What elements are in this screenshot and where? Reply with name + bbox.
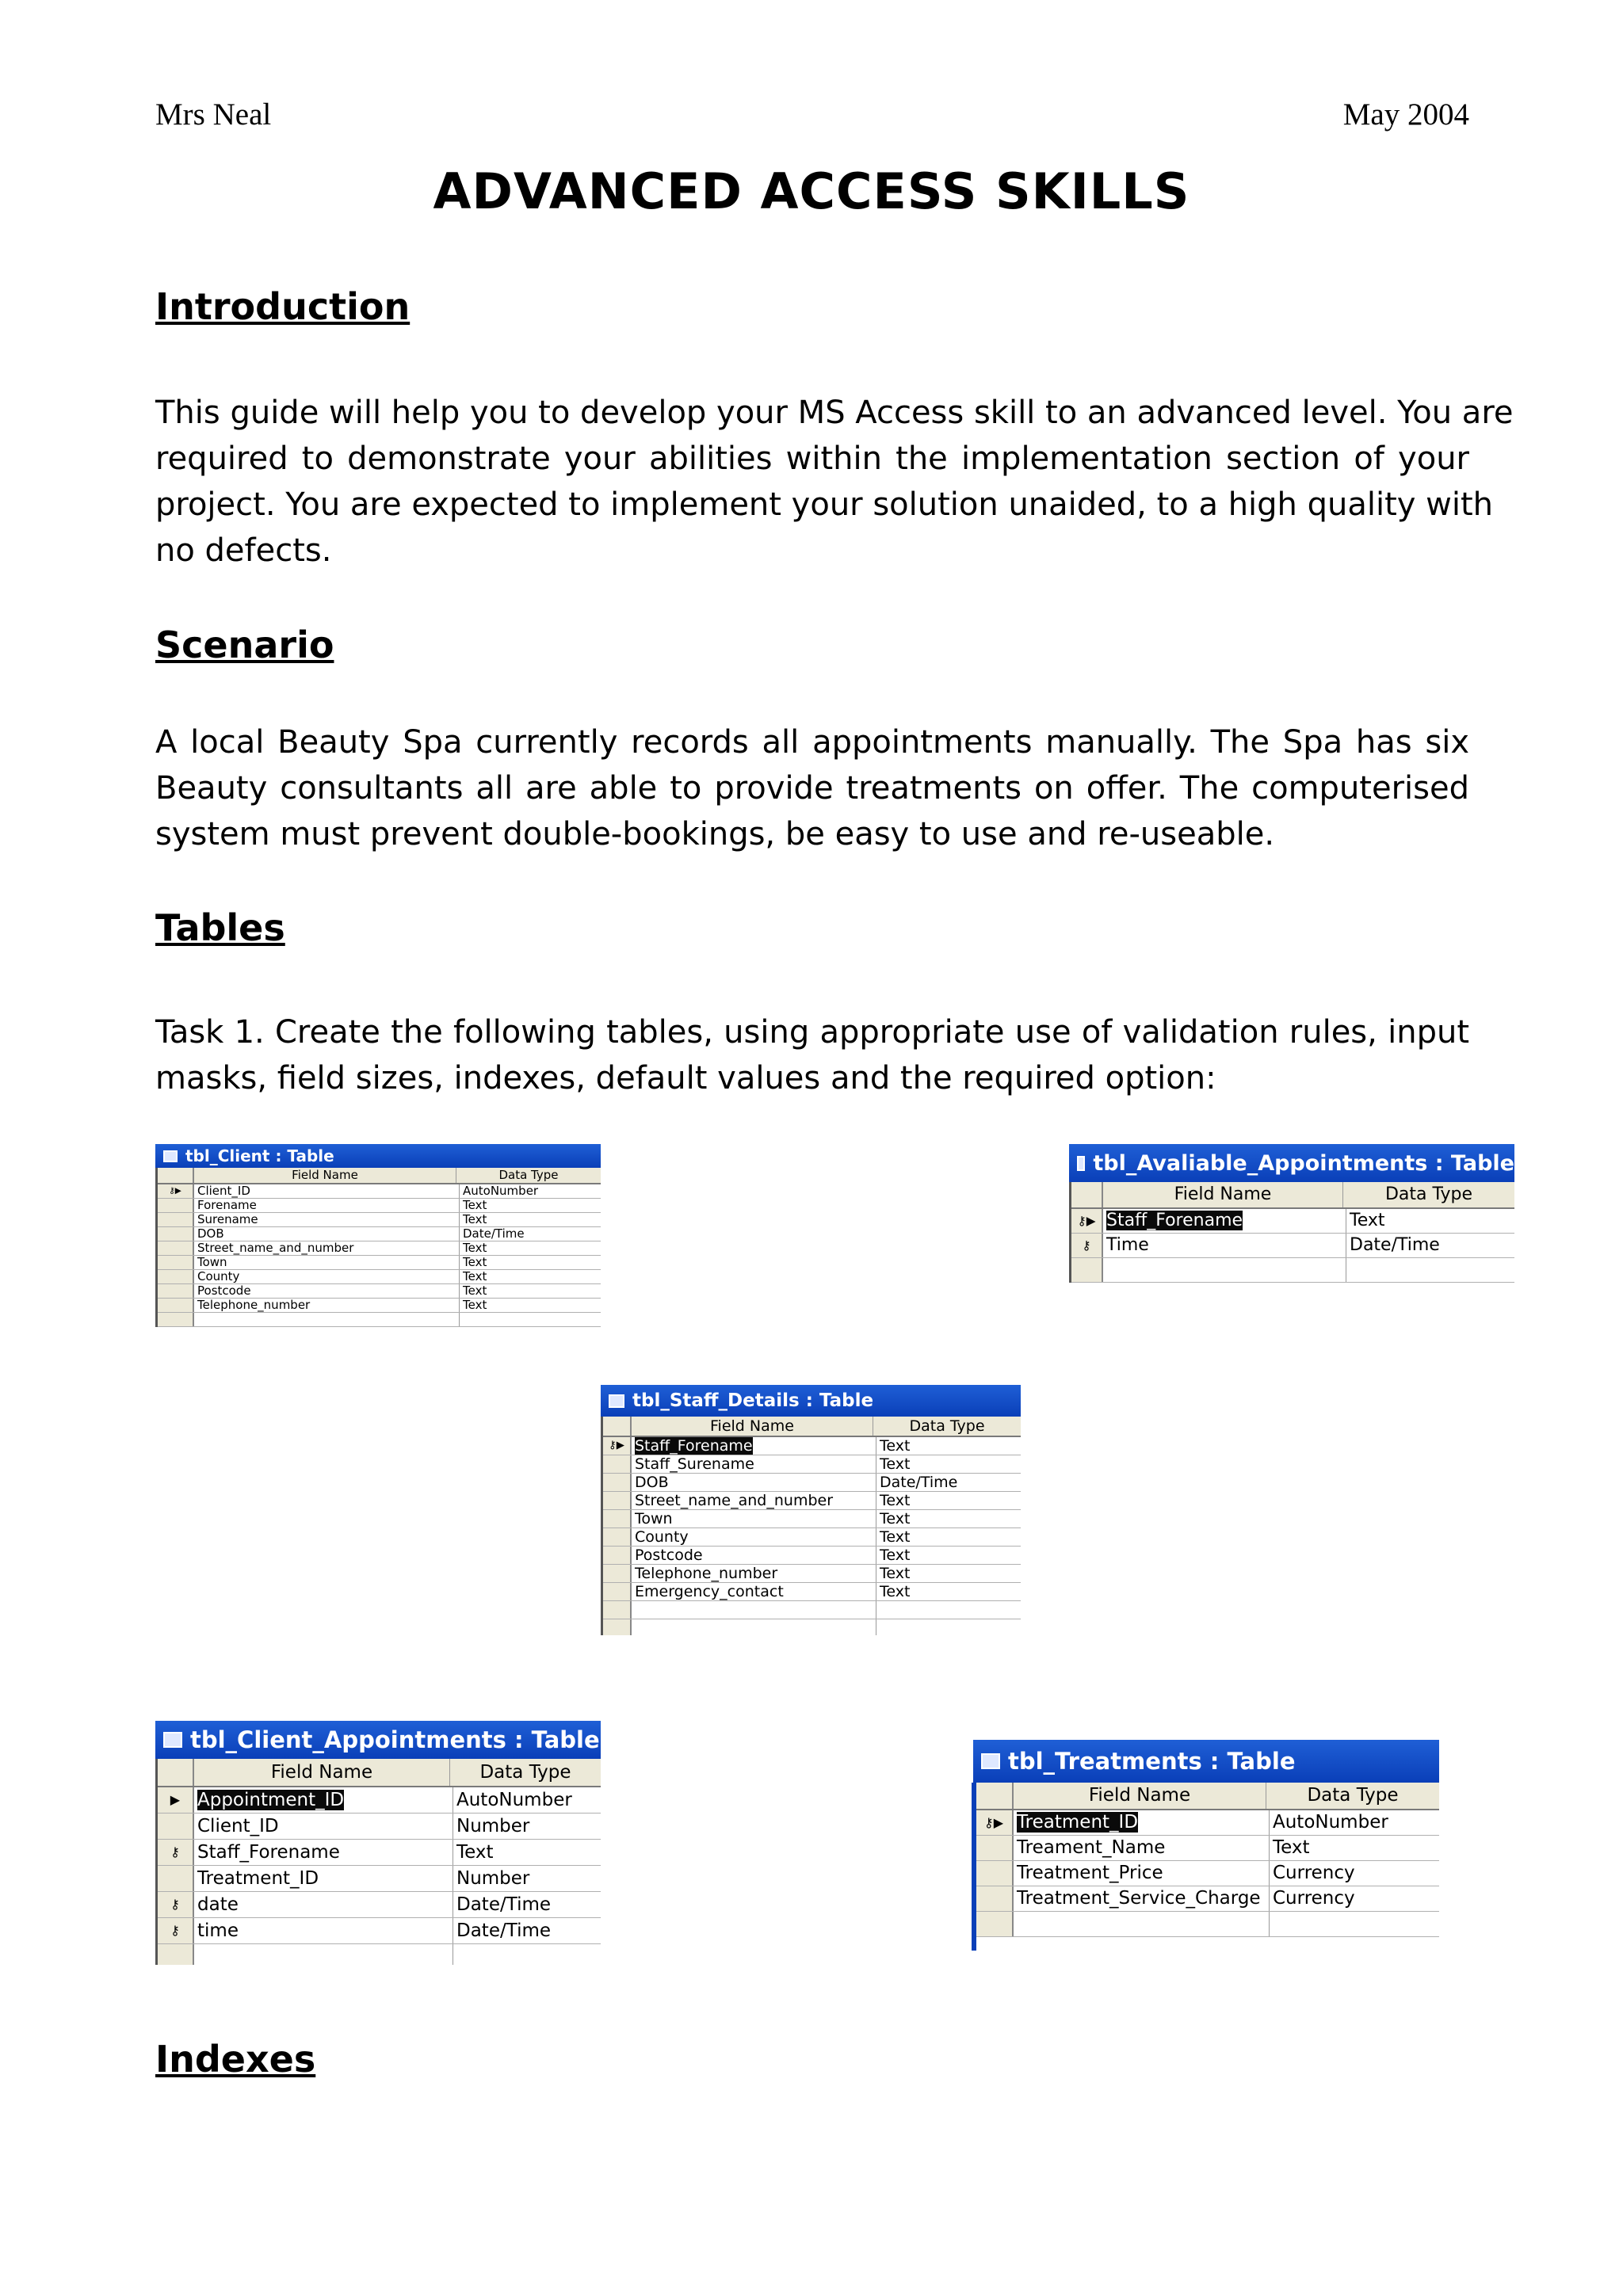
data-type-cell[interactable]: Text [1350, 1211, 1385, 1230]
row-selector [976, 1861, 1014, 1886]
field-row[interactable] [603, 1474, 1021, 1492]
field-name-text: DOB [635, 1474, 669, 1491]
field-name-text: Staff_Forename [1106, 1211, 1243, 1230]
data-type-cell[interactable] [460, 1313, 601, 1326]
title-bar [155, 1721, 601, 1759]
field-row[interactable] [976, 1836, 1439, 1861]
empty-row[interactable] [976, 1912, 1439, 1937]
window-title: tbl_Treatments : Table [1008, 1748, 1296, 1775]
column-header-data-type: Data Type [479, 1762, 571, 1783]
data-type-cell[interactable] [1346, 1258, 1514, 1282]
field-name-cell[interactable] [194, 1840, 453, 1865]
intro-line: required to demonstrate your abilities within the implementation section of your [155, 441, 1469, 477]
data-type-cell[interactable]: Text [880, 1492, 911, 1509]
row-selector [1071, 1182, 1103, 1207]
field-name-text: County [197, 1270, 240, 1283]
row-selector [603, 1510, 632, 1527]
field-name-text: Treament_Name [1017, 1837, 1166, 1858]
primary-key-icon: ⚷ [158, 1918, 194, 1943]
data-type-cell[interactable]: Text [463, 1270, 487, 1283]
row-selector [158, 1213, 194, 1226]
data-type-cell[interactable]: Text [880, 1437, 911, 1455]
field-name-text: Treatment_ID [1017, 1812, 1139, 1833]
field-name-text: Staff_Surename [635, 1455, 754, 1473]
window-edge-decoration [972, 1783, 976, 1951]
field-name-text: Town [635, 1510, 673, 1527]
field-name-cell[interactable] [194, 1284, 460, 1298]
heading-scenario: Scenario [155, 624, 334, 666]
field-row[interactable] [158, 1814, 601, 1840]
field-name-text: Time [1106, 1235, 1149, 1255]
title-bar [973, 1740, 1439, 1783]
field-name-cell[interactable] [194, 1814, 453, 1839]
primary-key-icon: ⚷ [1071, 1234, 1103, 1257]
field-row[interactable] [158, 1918, 601, 1944]
field-row[interactable] [603, 1528, 1021, 1547]
field-row[interactable] [603, 1565, 1021, 1583]
field-name-text: time [197, 1920, 239, 1941]
field-name-cell[interactable] [194, 1313, 460, 1326]
empty-row[interactable] [603, 1601, 1021, 1619]
row-selector [976, 1886, 1014, 1911]
column-header-data-type: Data Type [909, 1417, 985, 1435]
column-header-data-type: Data Type [1384, 1184, 1473, 1204]
row-selector [976, 1836, 1014, 1860]
data-type-cell[interactable]: Text [456, 1842, 494, 1863]
data-type-cell[interactable] [1270, 1912, 1439, 1936]
field-row[interactable] [158, 1866, 601, 1892]
data-type-cell[interactable]: Text [880, 1528, 911, 1546]
design-grid [601, 1417, 1021, 1635]
table-icon [981, 1753, 1000, 1769]
header-author: Mrs Neal [155, 97, 272, 132]
data-type-cell[interactable]: Currency [1273, 1863, 1355, 1883]
data-type-cell[interactable]: Text [463, 1241, 487, 1255]
table-icon [163, 1150, 178, 1162]
heading-introduction: Introduction [155, 285, 411, 328]
field-row[interactable] [158, 1284, 601, 1299]
field-row[interactable] [158, 1892, 601, 1918]
field-row[interactable] [158, 1840, 601, 1866]
field-row[interactable] [158, 1241, 601, 1256]
primary-key-icon: ⚷▶ [603, 1437, 632, 1455]
scenario-paragraph [155, 719, 1469, 857]
data-type-cell[interactable] [453, 1944, 601, 1965]
field-name-text: Town [197, 1256, 227, 1269]
column-header-row [1071, 1182, 1514, 1209]
row-selector [603, 1601, 632, 1619]
field-row[interactable] [976, 1810, 1439, 1836]
data-type-cell[interactable]: Text [880, 1565, 911, 1582]
field-name-cell[interactable] [632, 1510, 876, 1527]
intro-line: project. You are expected to implement your solution unaided, to a high quality with [155, 486, 1494, 523]
row-selector [158, 1284, 194, 1298]
field-name-cell[interactable] [194, 1213, 460, 1226]
field-row[interactable] [158, 1787, 601, 1814]
field-name-text: Staff_Forename [197, 1842, 340, 1863]
column-header-data-type: Data Type [498, 1168, 559, 1182]
table-window-client [155, 1144, 601, 1339]
row-selector [158, 1241, 194, 1255]
column-header-field-name: Field Name [194, 1759, 450, 1786]
data-type-cell[interactable]: Text [880, 1583, 911, 1600]
column-header-field-name: Field Name [194, 1168, 456, 1183]
design-grid [155, 1168, 601, 1327]
data-type-cell[interactable]: Number [456, 1868, 530, 1889]
column-header-row [158, 1168, 601, 1184]
row-selector [158, 1256, 194, 1269]
primary-key-icon: ⚷▶ [976, 1810, 1014, 1835]
data-type-cell[interactable]: Text [463, 1199, 487, 1212]
field-row[interactable] [158, 1184, 601, 1199]
field-row[interactable] [976, 1886, 1439, 1912]
field-name-cell[interactable] [632, 1601, 876, 1619]
data-type-cell[interactable] [876, 1601, 1021, 1619]
row-selector [158, 1944, 194, 1965]
row-selector [603, 1583, 632, 1600]
window-title: tbl_Staff_Details : Table [632, 1390, 874, 1411]
task-line: Task 1. Create the following tables, using appropriate use of validation rules, input [155, 1014, 1469, 1051]
data-type-cell[interactable]: Text [463, 1213, 487, 1226]
field-row[interactable] [603, 1583, 1021, 1601]
data-type-cell[interactable]: Text [463, 1256, 487, 1269]
window-title: tbl_Client_Appointments : Table [190, 1726, 600, 1753]
field-name-text: Appointment_ID [197, 1790, 345, 1810]
field-row[interactable] [1071, 1234, 1514, 1258]
row-selector: ▶ [158, 1787, 194, 1813]
field-name-text: Telephone_number [197, 1299, 311, 1312]
column-header-field-name: Field Name [1014, 1783, 1266, 1809]
row-selector [976, 1912, 1014, 1936]
data-type-cell[interactable]: Date/Time [456, 1920, 552, 1941]
empty-row[interactable] [603, 1619, 1021, 1635]
row-selector [158, 1299, 194, 1312]
field-row[interactable] [158, 1199, 601, 1213]
column-header-row [158, 1759, 601, 1787]
data-type-cell[interactable]: Date/Time [880, 1474, 958, 1491]
column-header-row [603, 1417, 1021, 1437]
row-selector [158, 1168, 194, 1183]
field-name-cell[interactable] [194, 1787, 453, 1813]
column-header-field-name: Field Name [1103, 1182, 1343, 1207]
table-window-staff-details [601, 1385, 1021, 1635]
field-name-cell[interactable] [1014, 1836, 1270, 1860]
field-name-text: date [197, 1894, 239, 1915]
row-selector [1071, 1258, 1103, 1282]
field-row[interactable] [603, 1510, 1021, 1528]
window-title: tbl_Client : Table [185, 1146, 334, 1165]
field-name-text: Client_ID [197, 1184, 250, 1198]
field-name-cell[interactable] [194, 1241, 460, 1255]
field-name-text: Client_ID [197, 1816, 279, 1836]
field-name-text: Postcode [635, 1547, 703, 1564]
field-name-text: Treatment_Service_Charge [1017, 1888, 1261, 1909]
row-selector [158, 1199, 194, 1212]
table-icon [609, 1394, 624, 1408]
row-selector [158, 1814, 194, 1839]
field-name-cell[interactable] [632, 1565, 876, 1582]
field-name-cell[interactable] [632, 1528, 876, 1546]
row-selector [158, 1866, 194, 1891]
field-row[interactable] [158, 1213, 601, 1227]
field-name-text: Staff_Forename [635, 1437, 753, 1455]
field-row[interactable] [603, 1547, 1021, 1565]
field-name-text: Treatment_ID [197, 1868, 319, 1889]
title-bar [1069, 1144, 1514, 1182]
field-name-cell[interactable] [1014, 1912, 1270, 1936]
data-type-cell[interactable]: Text [1273, 1837, 1310, 1858]
field-row[interactable] [603, 1437, 1021, 1455]
field-row[interactable] [158, 1270, 601, 1284]
field-name-cell[interactable] [632, 1583, 876, 1600]
row-selector [603, 1528, 632, 1546]
design-grid [1069, 1182, 1514, 1283]
field-name-cell[interactable] [194, 1184, 460, 1198]
title-bar [601, 1385, 1021, 1417]
field-name-cell[interactable] [632, 1455, 876, 1473]
data-type-cell[interactable]: AutoNumber [463, 1184, 539, 1198]
column-header-row [976, 1783, 1439, 1810]
data-type-cell[interactable]: AutoNumber [1273, 1812, 1388, 1833]
data-type-cell[interactable] [876, 1619, 1021, 1635]
data-type-cell[interactable]: Date/Time [1350, 1235, 1440, 1255]
row-selector [603, 1417, 632, 1436]
table-icon [1077, 1156, 1085, 1171]
scenario-line: A local Beauty Spa currently records all appointments manually. The Spa has six [155, 724, 1469, 761]
data-type-cell[interactable]: Text [463, 1284, 487, 1298]
field-name-cell[interactable] [194, 1892, 453, 1917]
document-title: ADVANCED ACCESS SKILLS [433, 162, 1190, 220]
field-name-cell[interactable] [1103, 1258, 1346, 1282]
field-name-cell[interactable] [1014, 1886, 1270, 1911]
field-name-text: Treatment_Price [1017, 1863, 1163, 1883]
primary-key-icon: ⚷▶ [1071, 1209, 1103, 1233]
field-name-text: Postcode [197, 1284, 251, 1298]
field-name-text: Telephone_number [635, 1565, 778, 1582]
data-type-cell[interactable]: Date/Time [463, 1227, 525, 1241]
table-icon [163, 1732, 182, 1748]
window-title: tbl_Avaliable_Appointments : Table [1093, 1150, 1514, 1176]
table-window-client-appointments [155, 1721, 601, 1965]
row-selector [158, 1759, 194, 1786]
field-name-text: County [635, 1528, 689, 1546]
intro-line: This guide will help you to develop your MS Access skill to an advanced level. You are [155, 395, 1514, 431]
field-name-cell[interactable] [194, 1299, 460, 1312]
table-window-available-appointments [1069, 1144, 1514, 1291]
field-name-cell[interactable] [194, 1199, 460, 1212]
data-type-cell[interactable]: Text [463, 1299, 487, 1312]
heading-tables: Tables [155, 906, 285, 949]
data-type-cell[interactable]: Number [456, 1816, 530, 1836]
scenario-line: system must prevent double-bookings, be easy to use and re-useable. [155, 816, 1275, 852]
field-name-cell[interactable] [194, 1866, 453, 1891]
data-type-cell[interactable]: Date/Time [456, 1894, 552, 1915]
field-name-cell[interactable] [194, 1944, 453, 1965]
field-name-cell[interactable] [194, 1270, 460, 1283]
field-name-cell[interactable] [194, 1256, 460, 1269]
field-name-cell[interactable] [1014, 1810, 1270, 1835]
tables-task-paragraph [155, 1009, 1469, 1101]
field-name-text: Forename [197, 1199, 257, 1212]
field-name-cell[interactable] [194, 1918, 453, 1943]
intro-paragraph [155, 390, 1514, 574]
row-selector [603, 1492, 632, 1509]
intro-line: no defects. [155, 532, 332, 569]
field-name-cell[interactable] [632, 1474, 876, 1491]
design-grid [973, 1783, 1439, 1937]
field-name-cell[interactable] [632, 1492, 876, 1509]
primary-key-icon: ⚷ [158, 1892, 194, 1917]
row-selector [603, 1474, 632, 1491]
task-line: masks, field sizes, indexes, default values and the required option: [155, 1060, 1216, 1097]
primary-key-icon: ⚷▶ [158, 1184, 194, 1198]
row-selector [603, 1455, 632, 1473]
field-name-cell[interactable] [1103, 1209, 1346, 1233]
row-selector [158, 1227, 194, 1241]
row-selector [158, 1313, 194, 1326]
design-grid [155, 1759, 601, 1965]
field-name-text: DOB [197, 1227, 224, 1241]
data-type-cell[interactable]: Text [880, 1455, 911, 1473]
row-selector [603, 1547, 632, 1564]
title-bar [155, 1144, 601, 1168]
field-row[interactable] [158, 1299, 601, 1313]
field-row[interactable] [158, 1256, 601, 1270]
heading-indexes: Indexes [155, 2038, 316, 2081]
field-row[interactable] [603, 1492, 1021, 1510]
header-date: May 2004 [1342, 97, 1469, 132]
table-window-treatments [973, 1740, 1439, 1951]
row-selector [603, 1619, 632, 1635]
empty-row[interactable] [158, 1313, 601, 1327]
data-type-cell[interactable]: AutoNumber [456, 1790, 572, 1810]
column-header-data-type: Data Type [1307, 1785, 1399, 1806]
empty-row[interactable] [1071, 1258, 1514, 1283]
data-type-cell[interactable]: Text [880, 1510, 911, 1527]
field-name-text: Emergency_contact [635, 1583, 784, 1600]
data-type-cell[interactable]: Text [880, 1547, 911, 1564]
field-row[interactable] [976, 1861, 1439, 1886]
field-row[interactable] [1071, 1209, 1514, 1234]
row-selector [603, 1565, 632, 1582]
field-name-cell[interactable] [1103, 1234, 1346, 1257]
field-row[interactable] [603, 1455, 1021, 1474]
field-name-text: Street_name_and_number [635, 1492, 834, 1509]
scenario-line: Beauty consultants all are able to provide treatments on offer. The computerised [155, 770, 1469, 807]
field-name-cell[interactable] [632, 1619, 876, 1635]
field-name-text: Surename [197, 1213, 258, 1226]
field-name-cell[interactable] [632, 1437, 876, 1455]
field-name-cell[interactable] [632, 1547, 876, 1564]
data-type-cell[interactable]: Currency [1273, 1888, 1355, 1909]
column-header-field-name: Field Name [632, 1417, 873, 1436]
field-name-cell[interactable] [194, 1227, 460, 1241]
primary-key-icon: ⚷ [158, 1840, 194, 1865]
row-selector [158, 1270, 194, 1283]
field-name-text: Street_name_and_number [197, 1241, 354, 1255]
empty-row[interactable] [158, 1944, 601, 1965]
field-name-cell[interactable] [1014, 1861, 1270, 1886]
field-row[interactable] [158, 1227, 601, 1241]
row-selector [976, 1783, 1014, 1809]
